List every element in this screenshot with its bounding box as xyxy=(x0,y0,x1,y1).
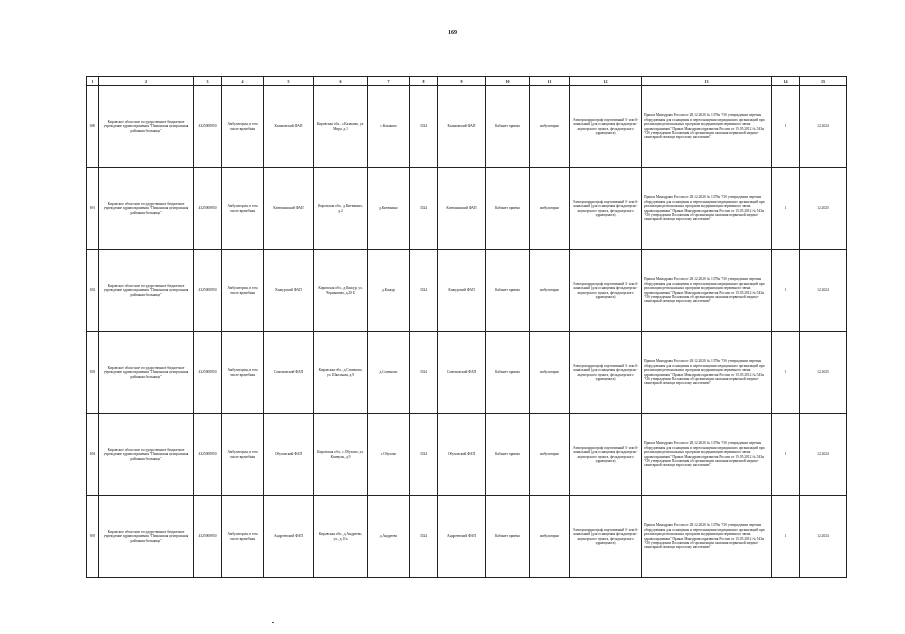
organization-cell: Кировское областное государственное бюджетное учреждение здравоохранения "Пижанская центральная районная больница" xyxy=(99,496,194,578)
inn-cell: 4325000850 xyxy=(194,332,222,414)
column-header: 2 xyxy=(99,77,194,86)
table-row xyxy=(87,250,847,332)
column-header: 6 xyxy=(314,77,368,86)
organization-cell: Кировское областное государственное бюджетное учреждение здравоохранения "Пижанская центральная районная больница" xyxy=(99,332,194,414)
date-cell: 12.2025 xyxy=(800,168,847,250)
inn-cell: 4325000850 xyxy=(194,496,222,578)
organization-cell: Кировское областное государственное бюджетное учреждение здравоохранения "Пижанская центральная районная больница" xyxy=(99,414,194,496)
quantity-cell: 1 xyxy=(772,86,800,168)
unit-cell: Соменовский ФАП xyxy=(438,332,486,414)
code-cell: 3524 xyxy=(410,250,438,332)
facility-name-cell: Казаковский ФАП xyxy=(264,86,314,168)
legal-basis-cell: Приказ Минздрава России от 28.12.2020 № 1379н "Об утверждении перечня оборудования для оснащения и переоснащения медицинских организаций при реализации региональных программ модернизации первичного звена здравоохранения" Приказ Минздравсоцразвития России от 15.05.2012 № 543н "Об утверждении Положения об организации оказания первичной медико-санитарной помощи взрослому населению" xyxy=(642,332,772,414)
facility-type-cell: Амбулатория, в том числе врачебная xyxy=(222,250,264,332)
facility-name-cell: Обуховский ФАП xyxy=(264,414,314,496)
column-header: 10 xyxy=(486,77,530,86)
table-row xyxy=(87,86,847,168)
address-cell: Кировская обл., с.Обухово, ул. Комвузы, д.9 xyxy=(314,414,368,496)
unit-cell: Китюнинский ФАП xyxy=(438,168,486,250)
profile-cell: амбулаторно xyxy=(530,496,570,578)
column-header: 13 xyxy=(642,77,772,86)
room-cell: Кабинет приема xyxy=(486,332,530,414)
facility-type-cell: Амбулатория, в том числе врачебная xyxy=(222,496,264,578)
organization-cell: Кировское областное государственное бюджетное учреждение здравоохранения "Пижанская центральная районная больница" xyxy=(99,168,194,250)
scan-mark xyxy=(272,622,274,623)
equipment-cell: Электрокардиограф портативный 3- или 6-канальный (для оснащения фельдшерско-акушерского пункта, фельдшерского здравпункта) xyxy=(570,496,642,578)
inn-cell: 4325000850 xyxy=(194,86,222,168)
legal-basis-cell: Приказ Минздрава России от 28.12.2020 № 1379н "Об утверждении перечня оборудования для оснащения и переоснащения медицинских организаций при реализации региональных программ модернизации первичного звена здравоохранения" Приказ Минздравсоцразвития России от 15.05.2012 № 543н "Об утверждении Положения об организации оказания первичной медико-санитарной помощи взрослому населению" xyxy=(642,496,772,578)
profile-cell: амбулаторно xyxy=(530,250,570,332)
organization-cell: Кировское областное государственное бюджетное учреждение здравоохранения "Пижанская центральная районная больница" xyxy=(99,86,194,168)
column-header: 8 xyxy=(410,77,438,86)
legal-basis-cell: Приказ Минздрава России от 28.12.2020 № 1379н "Об утверждении перечня оборудования для оснащения и переоснащения медицинских организаций при реализации региональных программ модернизации первичного звена здравоохранения" Приказ Минздравсоцразвития России от 15.05.2012 № 543н "Об утверждении Положения об организации оказания первичной медико-санитарной помощи взрослому населению" xyxy=(642,168,772,250)
profile-cell: амбулаторно xyxy=(530,332,570,414)
facility-name-cell: Соменовский ФАП xyxy=(264,332,314,414)
row-number: 695 xyxy=(87,496,99,578)
column-header: 14 xyxy=(772,77,800,86)
equipment-cell: Электрокардиограф портативный 3- или 6-канальный (для оснащения фельдшерско-акушерского пункта, фельдшерского здравпункта) xyxy=(570,414,642,496)
unit-cell: Андреевский ФАП xyxy=(438,496,486,578)
unit-cell: Кшкурский ФАП xyxy=(438,250,486,332)
date-cell: 12.2024 xyxy=(800,496,847,578)
locality-cell: д.Кшкур xyxy=(368,250,410,332)
inn-cell: 4325000850 xyxy=(194,414,222,496)
address-cell: Кировская обл., д.Андреево, ул., д.11а xyxy=(314,496,368,578)
profile-cell: амбулаторно xyxy=(530,86,570,168)
date-cell: 12.2024 xyxy=(800,86,847,168)
column-header: 11 xyxy=(530,77,570,86)
row-number: 694 xyxy=(87,414,99,496)
legal-basis-cell: Приказ Минздрава России от 28.12.2020 № 1379н "Об утверждении перечня оборудования для оснащения и переоснащения медицинских организаций при реализации региональных программ модернизации первичного звена здравоохранения" Приказ Минздравсоцразвития России от 15.05.2012 № 543н "Об утверждении Положения об организации оказания первичной медико-санитарной помощи взрослому населению" xyxy=(642,86,772,168)
code-cell: 3524 xyxy=(410,168,438,250)
facility-name-cell: Кшкурский ФАП xyxy=(264,250,314,332)
row-number: 690 xyxy=(87,86,99,168)
locality-cell: с.Обухово xyxy=(368,414,410,496)
quantity-cell: 1 xyxy=(772,250,800,332)
column-header: 9 xyxy=(438,77,486,86)
equipment-cell: Электрокардиограф портативный 3- или 6-канальный (для оснащения фельдшерско-акушерского пункта, фельдшерского здравпункта) xyxy=(570,168,642,250)
room-cell: Кабинет приема xyxy=(486,250,530,332)
table-row xyxy=(87,414,847,496)
column-header: 12 xyxy=(570,77,642,86)
row-number: 693 xyxy=(87,332,99,414)
equipment-cell: Электрокардиограф портативный 3- или 6-канальный (для оснащения фельдшерско-акушерского пункта, фельдшерского здравпункта) xyxy=(570,332,642,414)
facility-name-cell: Китюнинский ФАП xyxy=(264,168,314,250)
legal-basis-cell: Приказ Минздрава России от 28.12.2020 № 1379н "Об утверждении перечня оборудования для оснащения и переоснащения медицинских организаций при реализации региональных программ модернизации первичного звена здравоохранения" Приказ Минздравсоцразвития России от 15.05.2012 № 543н "Об утверждении Положения об организации оказания первичной медико-санитарной помощи взрослому населению" xyxy=(642,414,772,496)
room-cell: Кабинет приема xyxy=(486,86,530,168)
facility-type-cell: Амбулатория, в том числе врачебная xyxy=(222,332,264,414)
unit-cell: Казаковский ФАП xyxy=(438,86,486,168)
header-row xyxy=(87,77,847,86)
row-number: 692 xyxy=(87,250,99,332)
inn-cell: 4325000850 xyxy=(194,168,222,250)
locality-cell: с.Казаково xyxy=(368,86,410,168)
column-header: 5 xyxy=(264,77,314,86)
column-header: 4 xyxy=(222,77,264,86)
code-cell: 3524 xyxy=(410,496,438,578)
code-cell: 3524 xyxy=(410,86,438,168)
locality-cell: д.Андреево xyxy=(368,496,410,578)
date-cell: 12.2024 xyxy=(800,414,847,496)
code-cell: 3524 xyxy=(410,414,438,496)
equipment-cell: Электрокардиограф портативный 3- или 6-канальный (для оснащения фельдшерско-акушерского пункта, фельдшерского здравпункта) xyxy=(570,250,642,332)
row-number: 691 xyxy=(87,168,99,250)
address-cell: Кировская обл., д.Китюнино, д.2 xyxy=(314,168,368,250)
facility-name-cell: Андреевский ФАП xyxy=(264,496,314,578)
room-cell: Кабинет приема xyxy=(486,496,530,578)
table-row xyxy=(87,332,847,414)
page-number: 169 xyxy=(448,30,457,36)
facility-type-cell: Амбулатория, в том числе врачебная xyxy=(222,414,264,496)
quantity-cell: 1 xyxy=(772,168,800,250)
quantity-cell: 1 xyxy=(772,332,800,414)
code-cell: 3524 xyxy=(410,332,438,414)
locality-cell: д.Соменово xyxy=(368,332,410,414)
date-cell: 12.2024 xyxy=(800,250,847,332)
date-cell: 12.2025 xyxy=(800,332,847,414)
profile-cell: амбулаторно xyxy=(530,414,570,496)
table-row xyxy=(87,496,847,578)
profile-cell: амбулаторно xyxy=(530,168,570,250)
equipment-table xyxy=(86,76,847,578)
legal-basis-cell: Приказ Минздрава России от 28.12.2020 № 1379н "Об утверждении перечня оборудования для оснащения и переоснащения медицинских организаций при реализации региональных программ модернизации первичного звена здравоохранения" Приказ Минздравсоцразвития России от 15.05.2012 № 543н "Об утверждении Положения об организации оказания первичной медико-санитарной помощи взрослому населению" xyxy=(642,250,772,332)
equipment-cell: Электрокардиограф портативный 3- или 6-канальный (для оснащения фельдшерско-акушерского пункта, фельдшерского здравпункта) xyxy=(570,86,642,168)
quantity-cell: 1 xyxy=(772,414,800,496)
table-row xyxy=(87,168,847,250)
address-cell: Кировская обл., с.Казаково, ул. Мира, д.1 xyxy=(314,86,368,168)
column-header: 7 xyxy=(368,77,410,86)
facility-type-cell: Амбулатория, в том числе врачебная xyxy=(222,86,264,168)
column-header: 3 xyxy=(194,77,222,86)
address-cell: Кировская обл., д.Кшкур, ул. Чернышева, д.20 Б xyxy=(314,250,368,332)
organization-cell: Кировское областное государственное бюджетное учреждение здравоохранения "Пижанская центральная районная больница" xyxy=(99,250,194,332)
column-header: 1 xyxy=(87,77,99,86)
column-header: 15 xyxy=(800,77,847,86)
room-cell: Кабинет приема xyxy=(486,168,530,250)
facility-type-cell: Амбулатория, в том числе врачебная xyxy=(222,168,264,250)
unit-cell: Обуховский ФАП xyxy=(438,414,486,496)
inn-cell: 4325000850 xyxy=(194,250,222,332)
address-cell: Кировская обл., д.Соменово, ул. Школьная, д.9 xyxy=(314,332,368,414)
room-cell: Кабинет приема xyxy=(486,414,530,496)
locality-cell: д.Китюнино xyxy=(368,168,410,250)
quantity-cell: 1 xyxy=(772,496,800,578)
